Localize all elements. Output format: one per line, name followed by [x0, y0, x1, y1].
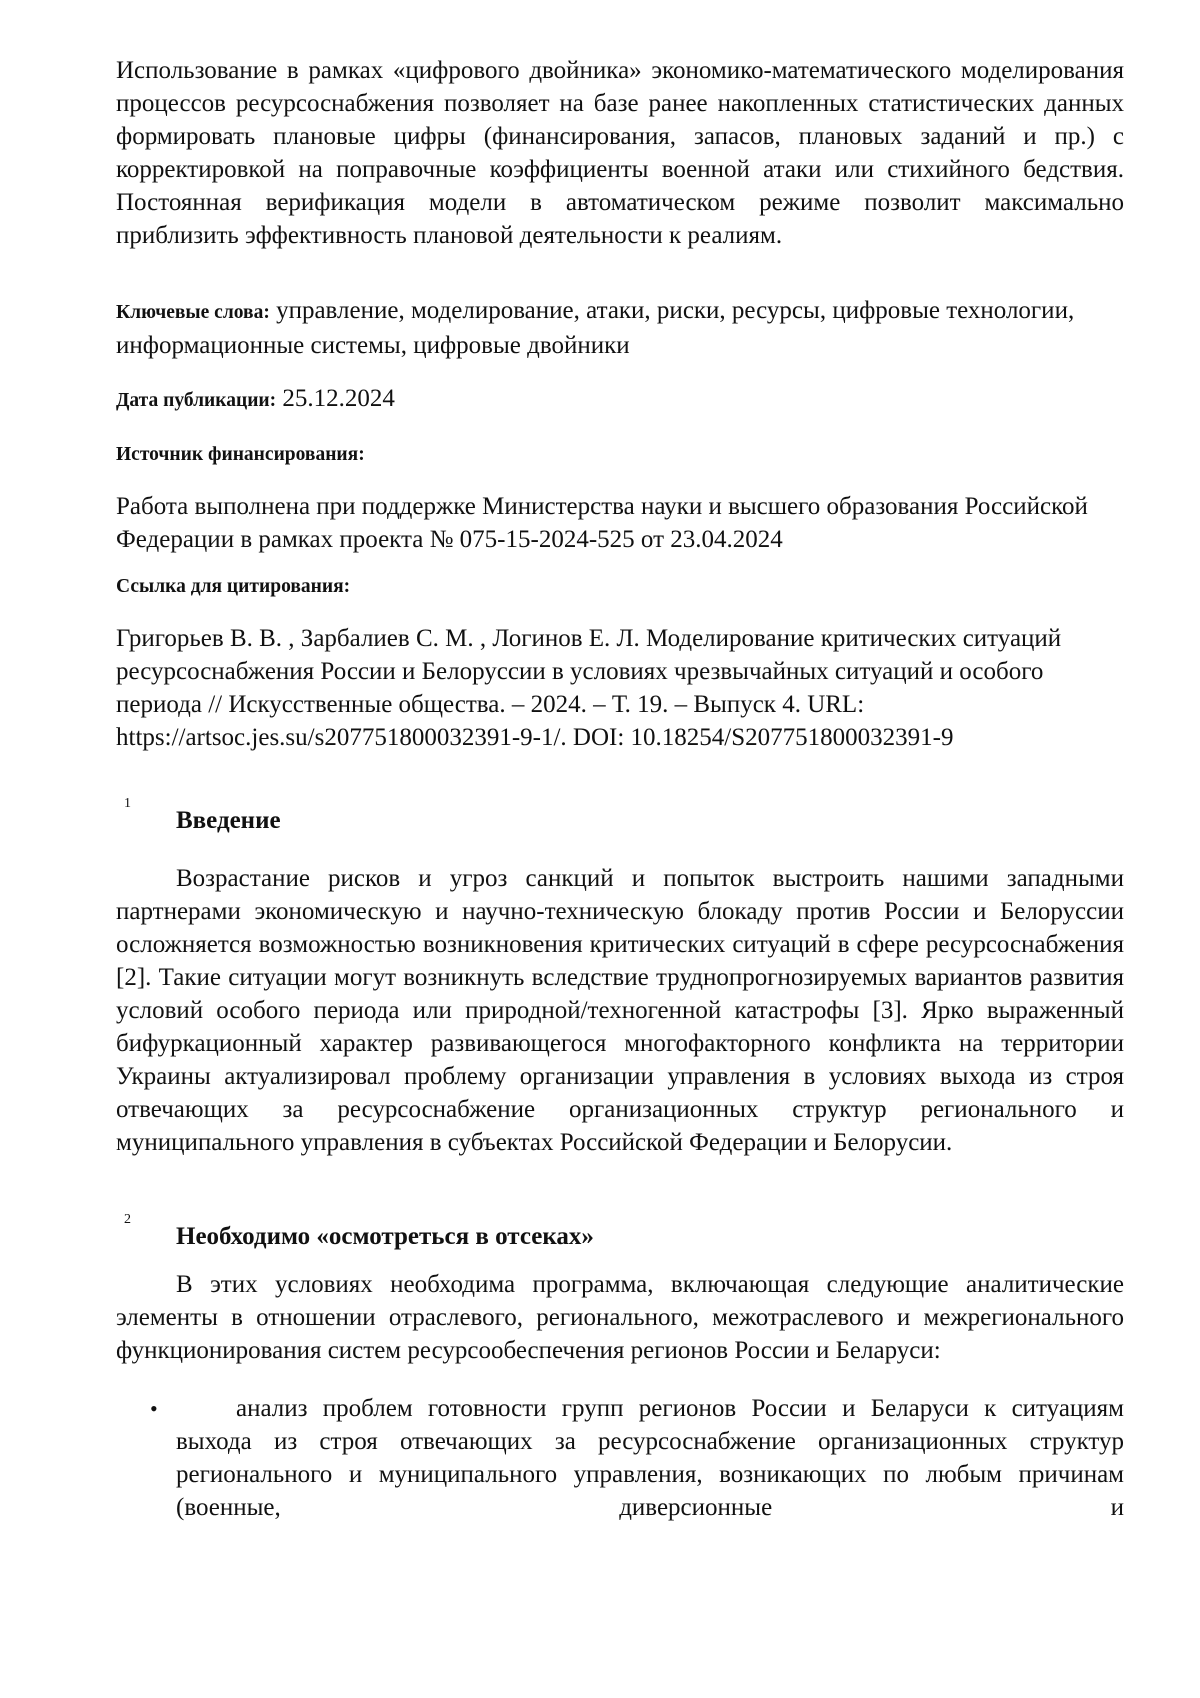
funding-value: Работа выполнена при поддержке Министерства науки и высшего образования Российской Федерации в рамках проекта № 075-15-2024-525 от 23.04.2024 — [116, 493, 1088, 553]
funding-label: Источник финансирования: — [116, 444, 365, 465]
footnote-marker-2: 2 — [124, 1212, 131, 1227]
bullet-icon: • — [150, 1396, 158, 1421]
section2-paragraph: В этих условиях необходима программа, включающая следующие аналитические элементы в отношении отраслевого, регионального, межотраслевого и межрегионального функционирования систем ресурсообеспечения регионов России и Беларуси: — [116, 1271, 1124, 1364]
keywords-line — [116, 294, 1124, 362]
citation-label: Ссылка для цитирования: — [116, 576, 351, 597]
citation-label-line — [116, 568, 1124, 603]
bullet-list-item — [116, 1392, 1124, 1524]
footnote-marker-1: 1 — [124, 796, 131, 811]
publication-date-line — [116, 382, 1124, 417]
keywords-label: Ключевые слова: — [116, 302, 270, 323]
section-heading-inspect: Необходимо «осмотреться в отсеках» — [176, 1223, 594, 1250]
bullet-item-text: анализ проблем готовности групп регионов России и Беларуси к ситуациям выхода из строя отвечающих за ресурсоснабжение организационных структур регионального и муниципального управления, возникающих по любым причинам (военные, диверсионные и — [176, 1395, 1124, 1521]
funding-label-line — [116, 436, 1124, 471]
citation-value: Григорьев В. В. , Зарбалиев С. М. , Логинов Е. Л. Моделирование критических ситуаций ресурсоснабжения России и Белоруссии в условиях чрезвычайных ситуаций и особого периода // Искусственные общества. – 2024. – Т. 19. – Выпуск 4. URL: https://artsoc.jes.su/s207751800032391-9-1/. DOI: 10.18254/S207751800032391-9 — [116, 625, 1062, 751]
introduction-paragraph: Возрастание рисков и угроз санкций и попыток выстроить нашими западными партнерами экономическую и научно-техническую блокаду против России и Белоруссии осложняется возможностью возникновения критических ситуаций в сфере ресурсоснабжения [2]. Такие ситуации могут возникнуть вследствие труднопрогнозируемых вариантов развития условий особого периода или природной/техногенной катастрофы [3]. Ярко выраженный бифуркационный характер развивающегося многофакторного конфликта на территории Украины актуализировал проблему организации управления в условиях выхода из строя отвечающих за ресурсоснабжение организационных структур регионального и муниципального управления в субъектах Российской Федерации и Белорусии. — [116, 865, 1124, 1156]
publication-date-label: Дата публикации: — [116, 390, 277, 411]
publication-date-value: 25.12.2024 — [276, 385, 395, 412]
keywords-value: управление, моделирование, атаки, риски, ресурсы, цифровые технологии, информационные системы, цифровые двойники — [116, 297, 1075, 359]
section-heading-introduction: Введение — [176, 807, 281, 834]
abstract-paragraph: Использование в рамках «цифрового двойника» экономико-математического моделирования процессов ресурсоснабжения позволяет на базе ранее накопленных статистических данных формировать плановые цифры (финансирования, запасов, плановых заданий и пр.) с корректировкой на поправочные коэффициенты военной атаки или стихийного бедствия. Постоянная верификация модели в автоматическом режиме позволит максимально приблизить эффективность плановой деятельности к реалиям. — [116, 57, 1124, 249]
